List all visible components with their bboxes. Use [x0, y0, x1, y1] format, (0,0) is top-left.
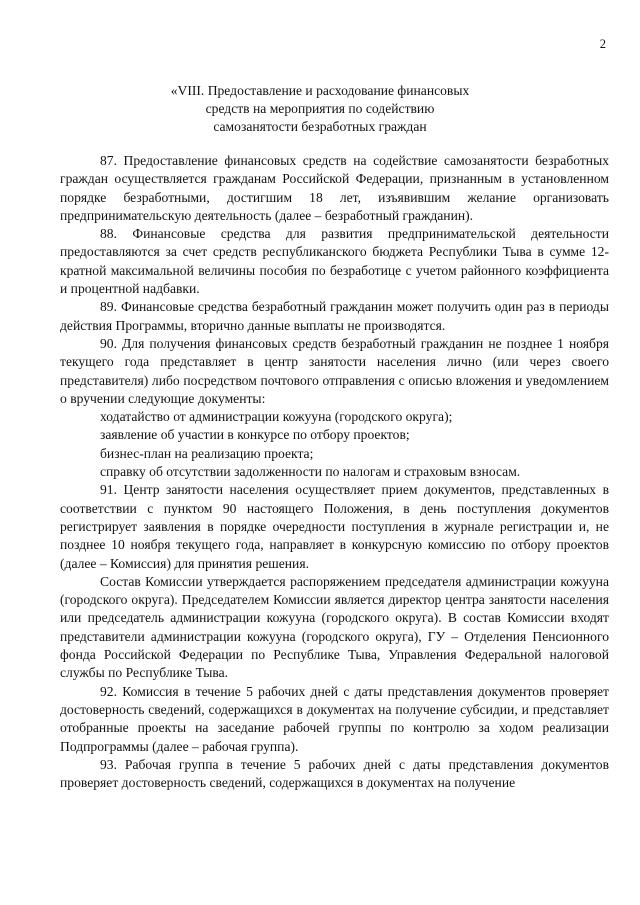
list-item: ходатайство от администрации кожууна (городского округа);	[100, 409, 453, 425]
list-item: бизнес-план на реализацию проекта;	[100, 445, 314, 461]
paragraph-commission: Состав Комиссии утверждается распоряжением председателя администрации кожууна (городского округа). Председателем Комиссии является директор центра занятости населения или председатель администрации кожууна (городского округа). В состав Комиссии входят представители администрации кожууна (городского округа), ГУ – Отделения Пенсионного фонда Российской Федерации по Республике Тыва, Управления Федеральной налоговой службы по Республике Тыва.	[60, 573, 609, 681]
paragraph-90: 90. Для получения финансовых средств безработный гражданин не позднее 1 ноября текущего года представляет в центр занятости населения лично (или через своего представителя) либо посредством почтового отправления с описью вложения и уведомлением о вручении следующие документы:	[60, 335, 609, 406]
paragraph-89: 89. Финансовые средства безработный гражданин может получить один раз в периоды действия Программы, вторично данные выплаты не производятся.	[60, 299, 609, 333]
section-heading	[90, 82, 550, 136]
section-heading-line-3: самозанятости безработных граждан	[213, 119, 427, 134]
paragraph-93: 93. Рабочая группа в течение 5 рабочих дней с даты представления документов проверяет достоверность сведений, содержащихся в документах на получение	[60, 756, 609, 791]
paragraph-91: 91. Центр занятости населения осуществляет прием документов, представленных в соответствии с пунктом 90 настоящего Положения, в день поступления документов регистрирует заявления в порядке очередности поступления в журнале регистрации и, не позднее 10 ноября текущего года, направляет в конкурсную комиссию по отбору проектов (далее – Комиссия) для принятия решения.	[60, 482, 609, 571]
section-heading-line-1: «VIII. Предоставление и расходование финансовых	[170, 83, 470, 98]
paragraph-88: 88. Финансовые средства для развития предпринимательской деятельности предоставляются за счет средств республиканского бюджета Республики Тыва в сумме 12-кратной максимальной величины пособия по безработице с учетом районного коэффициента и процентной надбавки.	[60, 226, 609, 297]
list-item: справку об отсутствии задолженности по налогам и страховым взносам.	[100, 464, 521, 480]
section-heading-line-2: средств на мероприятия по содействию	[205, 101, 435, 116]
paragraph-87: 87. Предоставление финансовых средств на содействие самозанятости безработных граждан осуществляется гражданам Российской Федерации, признанным в установленном порядке безработными, достигшим 18 лет, изъявившим желание организовать предпринимательскую деятельность (далее – безработный гражданин).	[60, 153, 609, 223]
page-number: 2	[599, 37, 606, 51]
document-body	[60, 152, 609, 792]
paragraph-92: 92. Комиссия в течение 5 рабочих дней с даты представления документов проверяет достоверность сведений, содержащихся в документах на получение субсидии, и представляет отобранные проекты на заседание рабочей группы по контролю за ходом реализации Подпрограммы (далее – рабочая группа).	[60, 683, 609, 754]
list-item: заявление об участии в конкурсе по отбору проектов;	[100, 427, 410, 443]
